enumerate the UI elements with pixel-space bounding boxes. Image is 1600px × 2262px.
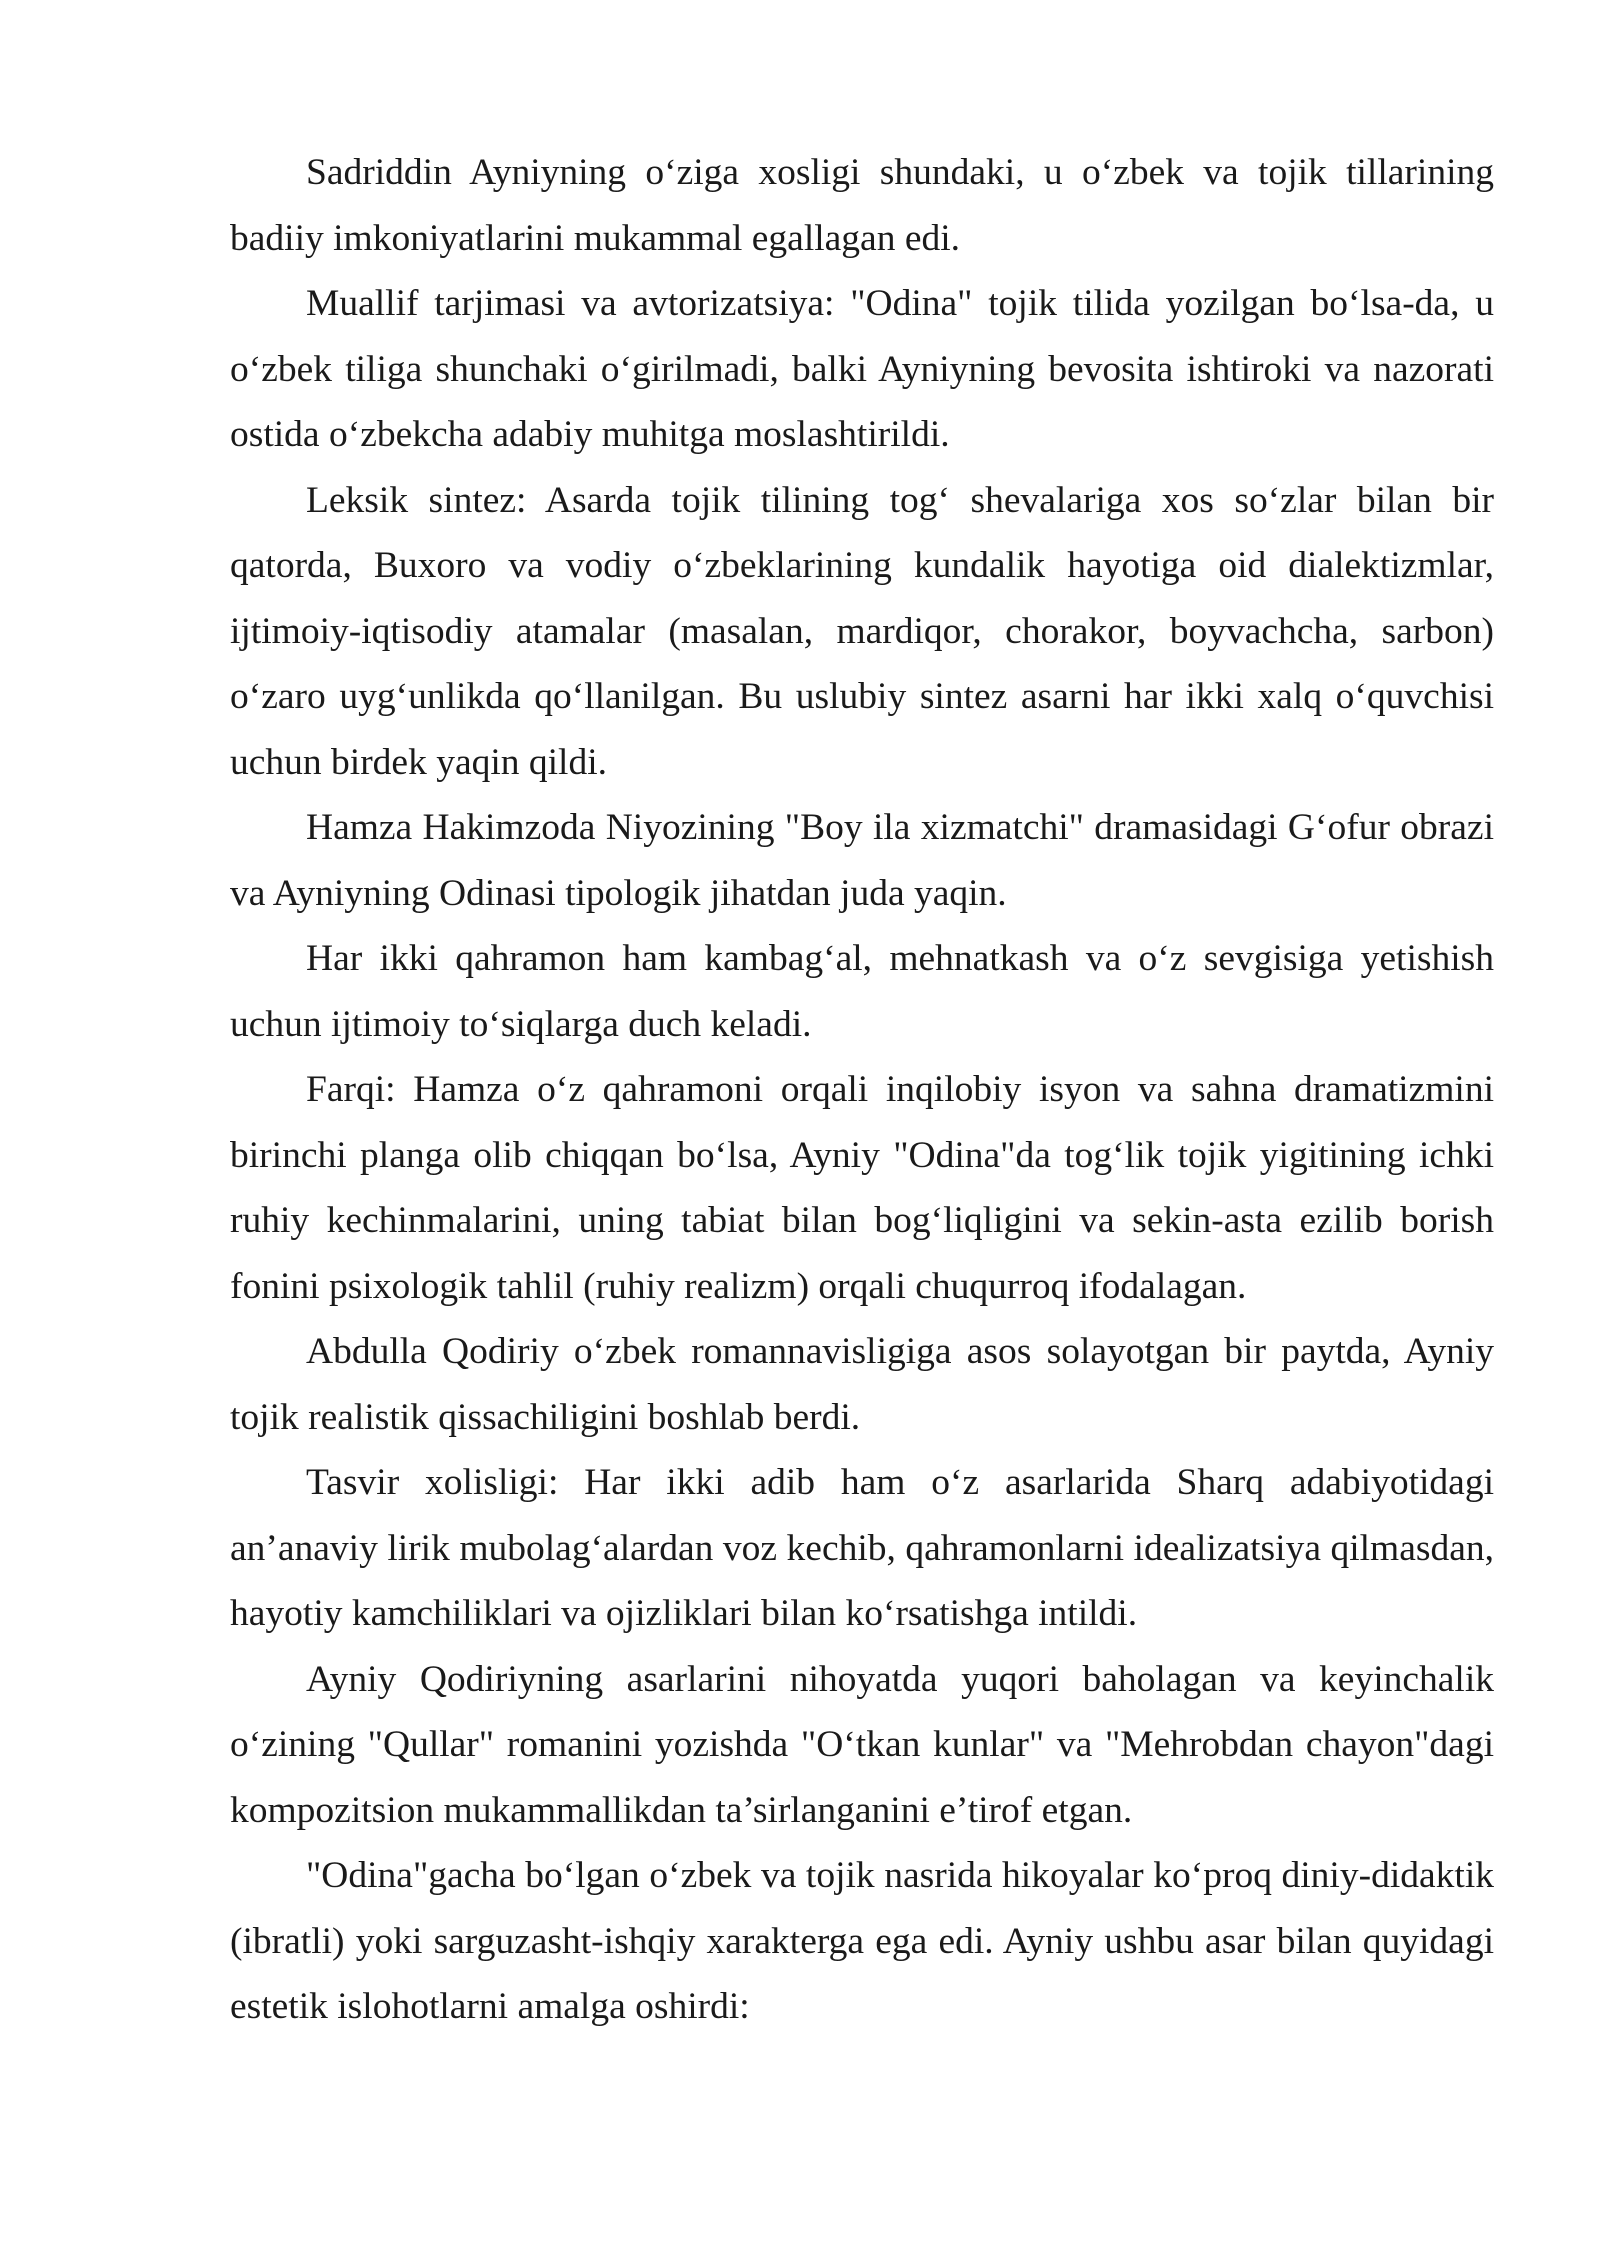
- document-body: [230, 140, 1494, 2040]
- paragraph: Leksik sintez: Asarda tojik tilining tog‘ shevalariga xos so‘zlar bilan bir qatorda, Buxoro va vodiy o‘zbeklarining kundalik hayotiga oid dialektizmlar, ijtimoiy-iqtisodiy atamalar (masalan, mardiqor, chorakor, boyvachcha, sarbon) o‘zaro uyg‘unlikda qo‘llanilgan. Bu uslubiy sintez asarni har ikki xalq o‘quvchisi uchun birdek yaqin qildi.: [230, 479, 1494, 783]
- paragraph: Sadriddin Ayniyning o‘ziga xosligi shundaki, u o‘zbek va tojik tillarining badiiy imkoniyatlarini mukammal egallagan edi.: [230, 152, 1494, 259]
- paragraph: Muallif tarjimasi va avtorizatsiya: "Odina" tojik tilida yozilgan bo‘lsa-da, u o‘zbek tiliga shunchaki o‘girilmadi, balki Ayniyning bevosita ishtiroki va nazorati ostida o‘zbekcha adabiy muhitga moslashtirildi.: [230, 283, 1494, 455]
- paragraph: Abdulla Qodiriy o‘zbek romannavisligiga asos solayotgan bir paytda, Ayniy tojik realistik qissachiligini boshlab berdi.: [230, 1331, 1494, 1438]
- paragraph: Hamza Hakimzoda Niyozining "Boy ila xizmatchi" dramasidagi G‘ofur obrazi va Ayniyning Odinasi tipologik jihatdan juda yaqin.: [230, 807, 1494, 914]
- paragraph: "Odina"gacha bo‘lgan o‘zbek va tojik nasrida hikoyalar ko‘proq diniy-didaktik (ibratli) yoki sarguzasht-ishqiy xarakterga ega edi. Ayniy ushbu asar bilan quyidagi estetik islohotlarni amalga oshirdi:: [230, 1855, 1494, 2027]
- paragraph: Farqi: Hamza o‘z qahramoni orqali inqilobiy isyon va sahna dramatizmini birinchi planga olib chiqqan bo‘lsa, Ayniy "Odina"da tog‘lik tojik yigitining ichki ruhiy kechinmalarini, uning tabiat bilan bog‘liqligini va sekin-asta ezilib borish fonini psixologik tahlil (ruhiy realizm) orqali chuqurroq ifodalagan.: [230, 1069, 1494, 1307]
- paragraph: Har ikki qahramon ham kambag‘al, mehnatkash va o‘z sevgisiga yetishish uchun ijtimoiy to‘siqlarga duch keladi.: [230, 938, 1494, 1045]
- paragraph: Tasvir xolisligi: Har ikki adib ham o‘z asarlarida Sharq adabiyotidagi an’anaviy lirik mubolag‘alardan voz kechib, qahramonlarni idealizatsiya qilmasdan, hayotiy kamchiliklari va ojizliklari bilan ko‘rsatishga intildi.: [230, 1462, 1494, 1634]
- paragraph: Ayniy Qodiriyning asarlarini nihoyatda yuqori baholagan va keyinchalik o‘zining "Qullar" romanini yozishda "O‘tkan kunlar" va "Mehrobdan chayon"dagi kompozitsion mukammallikdan ta’sirlanganini e’tirof etgan.: [230, 1658, 1494, 1831]
